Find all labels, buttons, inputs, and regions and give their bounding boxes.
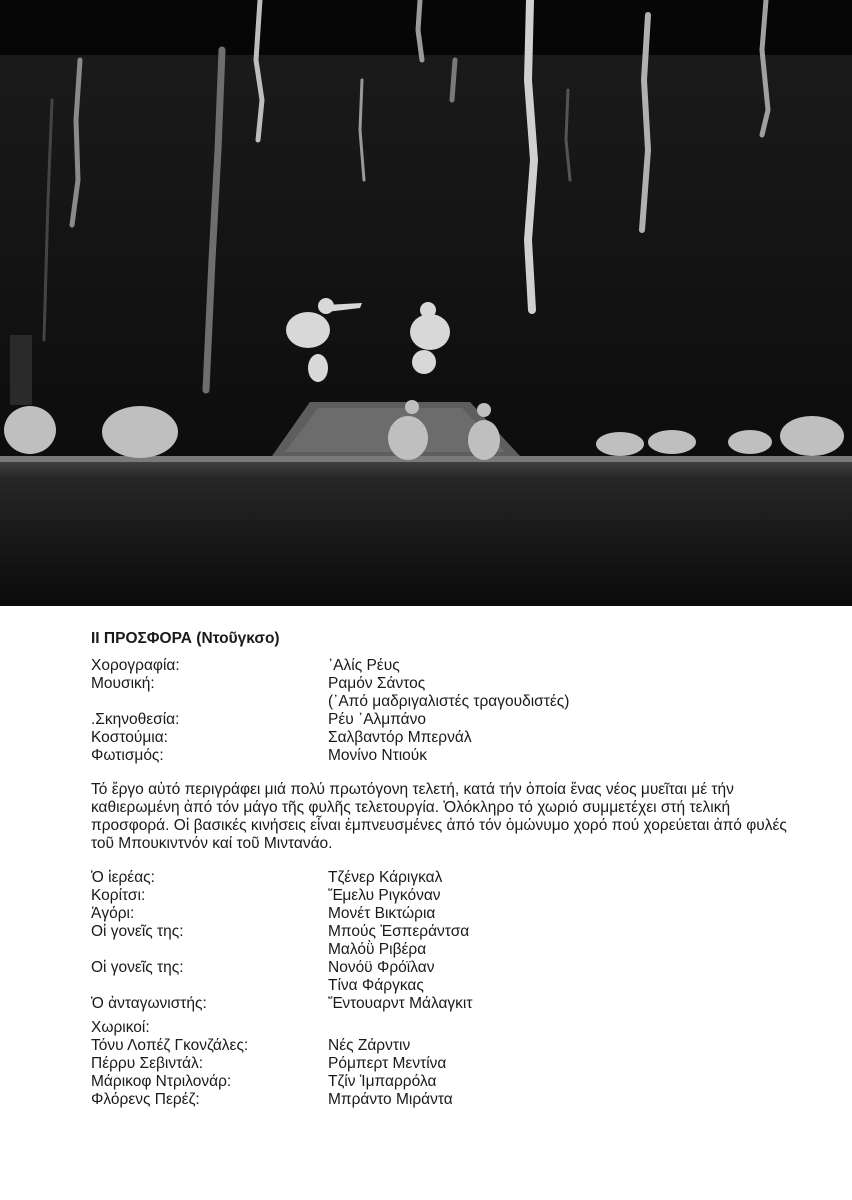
cast-row (91, 869, 791, 887)
credit-name: ᾽Αλίς Ρέυς (328, 657, 400, 674)
cast-list (91, 869, 791, 1013)
credit-name: (᾽Από μαδριγαλιστές τραγουδιστές) (328, 693, 570, 710)
villager-row (91, 1091, 791, 1109)
program-text (91, 630, 791, 1109)
cast-role: Κορίτσι: (91, 887, 146, 904)
cast-role: Ἀγόρι: (91, 905, 135, 922)
cast-row (91, 905, 791, 923)
cast-role: Οἱ γονεῖς της: (91, 923, 184, 940)
cast-row (91, 923, 791, 941)
credit-role: Μουσική: (91, 675, 155, 692)
credit-row (91, 675, 791, 693)
villager-right: Τζίν Ἰμπαρρόλα (328, 1073, 437, 1090)
credit-role: Χορογραφία: (91, 657, 180, 674)
section-title: ΙΙ ΠΡΟΣΦΟΡΑ (Ντοῦγκσο) (91, 630, 280, 647)
credit-name: Μονίνο Ντιούκ (328, 747, 428, 764)
cast-name: Τζένερ Κάριγκαλ (328, 869, 443, 886)
credit-row (91, 693, 791, 711)
villager-left: Πέρρυ Σεβιντάλ: (91, 1055, 204, 1072)
cast-role: Ὁ ἱερέας: (91, 869, 155, 886)
credit-role: .Σκηνοθεσία: (91, 711, 180, 728)
cast-name: Τίνα Φάργκας (328, 977, 424, 994)
credit-row (91, 747, 791, 765)
cast-name: Ἔμελυ Ριγκόναν (328, 887, 441, 904)
cast-row (91, 887, 791, 905)
cast-name: Μαλόῢ Ριβέρα (328, 941, 427, 958)
villagers-label: Χωρικοί: (91, 1019, 150, 1036)
villager-right: Νές Ζάρντιν (328, 1037, 411, 1054)
villager-right: Μπράντο Μιράντα (328, 1091, 453, 1108)
credit-name: Σαλβαντόρ Μπερνάλ (328, 729, 472, 746)
cast-name: Ἔντουαρντ Μάλαγκιτ (328, 995, 473, 1012)
villager-row (91, 1037, 791, 1055)
cast-name: Μπούς Ἐσπεράντσα (328, 923, 470, 940)
credit-row (91, 711, 791, 729)
villager-left: Φλόρενς Περέζ: (91, 1091, 200, 1108)
credit-name: Ρέυ ᾽Αλμπάνο (328, 711, 427, 728)
villager-left: Τόνυ Λοπέζ Γκονζάλες: (91, 1037, 249, 1054)
credit-role: Κοστούμια: (91, 729, 168, 746)
credit-row (91, 729, 791, 747)
description-paragraph: Τό ἔργο αὐτό περιγράφει μιά πολύ πρωτόγονη τελετή, κατά τήν ὁποία ἕνας νέος μυεῖται μέ τήν καθιερωμένη ἀπό τόν μάγο τῆς φυλῆς τελετουργία. Ὁλόκληρο τό χωριό συμμετέχει στή τελική προσφορά. Οἱ βασικές κινήσεις εἶναι ἐμπνευσμένες ἀπό τόν ὁμώνυμο χορό πού χορεύεται ἀπό φυλές τοῦ Μπουκιντνόν καί τοῦ Μιντανάο. (91, 781, 787, 852)
credit-row (91, 657, 791, 675)
credit-name: Ραμόν Σάντος (328, 675, 426, 692)
cast-role: Ὁ ἀνταγωνιστής: (91, 995, 207, 1012)
cast-row (91, 941, 791, 959)
cast-name: Νονόϋ Φρόϊλαν (328, 959, 435, 976)
villagers-list (91, 1037, 791, 1109)
cast-row (91, 995, 791, 1013)
credit-role: Φωτισμός: (91, 747, 164, 764)
villager-row (91, 1073, 791, 1091)
cast-role (91, 941, 328, 959)
villager-left: Μάρικοφ Ντριλονάρ: (91, 1073, 232, 1090)
villager-row (91, 1055, 791, 1073)
credits-list (91, 657, 791, 765)
credit-role (91, 693, 328, 711)
cast-role: Οἱ γονεῖς της: (91, 959, 184, 976)
cast-role (91, 977, 328, 995)
cast-row (91, 977, 791, 995)
villager-right: Ρόμπερτ Μεντίνα (328, 1055, 447, 1072)
cast-row (91, 959, 791, 977)
cast-name: Μονέτ Βικτώρια (328, 905, 436, 922)
